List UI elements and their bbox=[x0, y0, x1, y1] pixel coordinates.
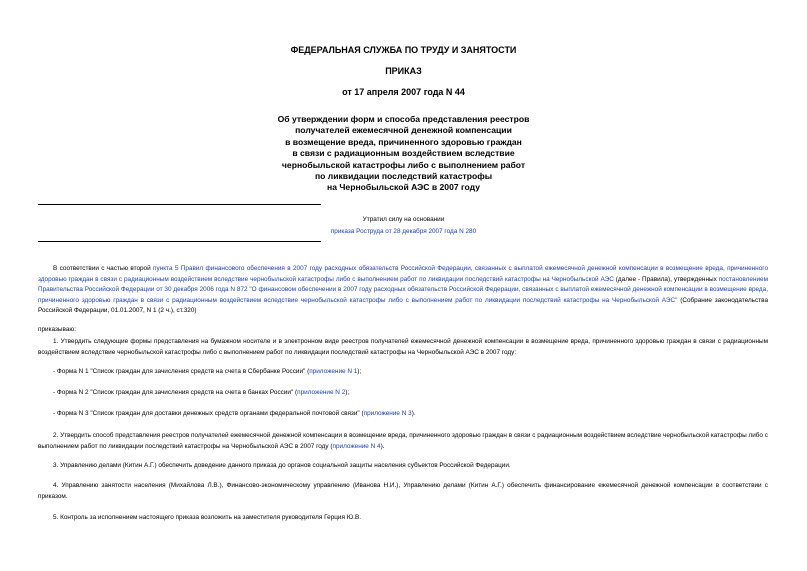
form-1-line bbox=[38, 367, 768, 378]
preamble-text: В соответствии с частью второй bbox=[53, 265, 151, 272]
item-2 bbox=[38, 431, 768, 452]
status-note: Утратил силу на основании bbox=[362, 216, 445, 223]
item-5: 5. Контроль за исполнением настоящего приказа возложить на заместителя руководителя Герция Ю.В. bbox=[53, 514, 361, 521]
title-line: по ликвидации последствий катастрофы bbox=[314, 171, 493, 182]
decree-link[interactable]: постановлением Правительства Российской Федерации от 30 декабря 2006 года N 872 "О финансовом обеспечении в 2007 году расходных обязательств Российской Федерации, связанных с выплатой ежемесячной денежной компенсации в возмещение вреда, причиненного здоровью граждан в связи с радиационным воздействием вследствие чернобыльской катастрофы либо с выполнением работ по ликвидации последствий катастрофы на Чернобыльской АЭС" bbox=[38, 275, 768, 304]
appendix-4-link[interactable]: приложение N 4 bbox=[332, 442, 381, 450]
form-punct: ). bbox=[411, 410, 416, 417]
appendix-1-link[interactable]: приложение N 1 bbox=[309, 368, 358, 375]
item-2-punct: ). bbox=[380, 442, 385, 450]
agency-heading: ФЕДЕРАЛЬНАЯ СЛУЖБА ПО ТРУДУ И ЗАНЯТОСТИ bbox=[290, 45, 517, 55]
status-link[interactable]: приказа Роструда от 28 декабря 2007 года N 280 bbox=[330, 228, 477, 235]
title-line: на Чернобыльской АЭС в 2007 году bbox=[327, 182, 480, 193]
form-text: - Форма N 1 "Список граждан для зачисления средств на счета в Сбербанке России" ( bbox=[53, 368, 310, 375]
preamble-text: (далее - Правила), утвержденных bbox=[615, 275, 717, 283]
form-2-line bbox=[38, 388, 768, 399]
orders-word: приказываю: bbox=[38, 326, 76, 333]
doc-type-heading: ПРИКАЗ bbox=[385, 66, 422, 76]
item-4: 4. Управлению занятости населения (Михайлова Л.В.), Финансово-экономическому управлению (Иванова Н.И.), Управлению делами (Китин А.Г.) обеспечить финансирование ежемесячной денежной компенсации в соответствии с приказом. bbox=[38, 482, 768, 500]
form-text: - Форма N 2 "Список граждан для зачисления средств на счета в банках России" ( bbox=[53, 389, 298, 396]
preamble-paragraph bbox=[38, 264, 768, 317]
item-3: 3. Управлению делами (Китин А.Г.) обеспечить доведение данного приказа до органов социальной защиты населения субъектов Российской Федерации. bbox=[53, 462, 511, 469]
status-link-row bbox=[0, 228, 807, 236]
title-line: в возмещение вреда, причиненного здоровью граждан bbox=[285, 136, 522, 147]
preamble-text: (Собрание законодательства Российской Федерации, 01.01.2007, N 1 (2 ч.), ст.320) bbox=[38, 296, 768, 314]
title-line: получателей ежемесячной денежной компенсации bbox=[295, 125, 512, 136]
document-title bbox=[0, 114, 807, 194]
divider-bottom bbox=[38, 241, 321, 242]
form-text: - Форма N 3 "Список граждан для доставки денежных средств органами федеральной почтовой связи" ( bbox=[53, 410, 364, 417]
divider-top bbox=[38, 204, 321, 205]
date-number-heading: от 17 апреля 2007 года N 44 bbox=[342, 87, 465, 97]
appendix-3-link[interactable]: приложение N 3 bbox=[363, 410, 412, 417]
title-line: в связи с радиационным воздействием вследствие bbox=[292, 148, 515, 159]
form-punct: ); bbox=[345, 389, 350, 396]
title-line: чернобыльской катастрофы либо с выполнением работ bbox=[281, 159, 526, 170]
form-3-line bbox=[38, 409, 768, 420]
title-line: Об утверждении форм и способа представления реестров bbox=[277, 114, 530, 124]
item-2-text: 2. Утвердить способ представления реестров получателей ежемесячной денежной компенсации в возмещение вреда, причиненного здоровью граждан в связи с радиационным воздействием вследствие чернобыльской катастрофы либо с выполнением работ по ликвидации последствий катастрофы на Чернобыльской АЭС в 2007 году ( bbox=[38, 432, 768, 450]
item-1: 1. Утвердить следующие формы представления на бумажном носителе и в электронном виде реестров получателей ежемесячной денежной компенсации в возмещение вреда, причиненного здоровью граждан в связи с радиационным воздействием вследствие чернобыльской катастрофы либо с выполнением работ по ликвидации последствий катастрофы на Чернобыльской АЭС в 2007 году: bbox=[38, 338, 768, 356]
appendix-2-link[interactable]: приложение N 2 bbox=[297, 389, 346, 396]
form-punct: ); bbox=[357, 368, 362, 375]
rules-link[interactable]: пункта 5 Правил финансового обеспечения в 2007 году расходных обязательств Российской Федерации, связанных с выплатой ежемесячной денежной компенсации в возмещение вреда, причиненного здоровью граждан в связи с радиационным воздействием вследствие чернобыльской катастрофы либо с выполнением работ по ликвидации последствий катастрофы на Чернобыльской АЭС bbox=[38, 265, 768, 283]
